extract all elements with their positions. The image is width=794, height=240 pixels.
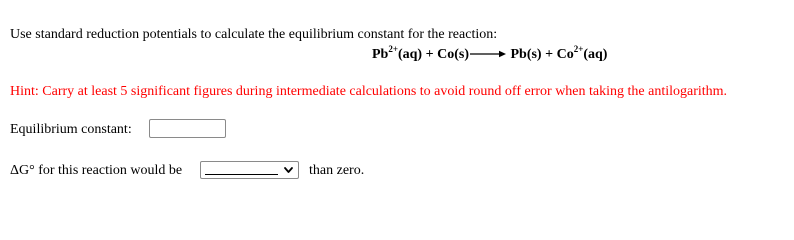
reaction-equation bbox=[372, 45, 607, 65]
delta-g-selected-blank bbox=[205, 174, 278, 175]
reactant-lead-ion: $Pb^{2+}(aq)$ bbox=[372, 44, 423, 62]
plus-sign: + bbox=[545, 47, 554, 62]
equilibrium-constant-input[interactable] bbox=[149, 119, 226, 138]
reactant-cobalt: Co(s) bbox=[437, 47, 469, 62]
chevron-down-icon bbox=[284, 166, 293, 174]
product-cobalt-ion: $Co^{2+}(aq)$ bbox=[556, 44, 608, 62]
question-intro: Use standard reduction potentials to calculate the equilibrium constant for the reaction: bbox=[10, 27, 498, 42]
hint-text: Hint: Carry at least 5 significant figures during intermediate calculations to avoid round off error when taking the antilogarithm. bbox=[10, 84, 728, 99]
delta-g-select[interactable] bbox=[200, 161, 299, 179]
product-lead: Pb(s) bbox=[510, 47, 542, 62]
delta-g-label: ΔG° for this reaction would be bbox=[10, 163, 183, 178]
delta-g-after-text: than zero. bbox=[309, 163, 365, 178]
plus-sign: + bbox=[425, 47, 434, 62]
reaction-arrow-icon bbox=[470, 50, 506, 58]
equilibrium-constant-label: Equilibrium constant: bbox=[10, 122, 132, 137]
